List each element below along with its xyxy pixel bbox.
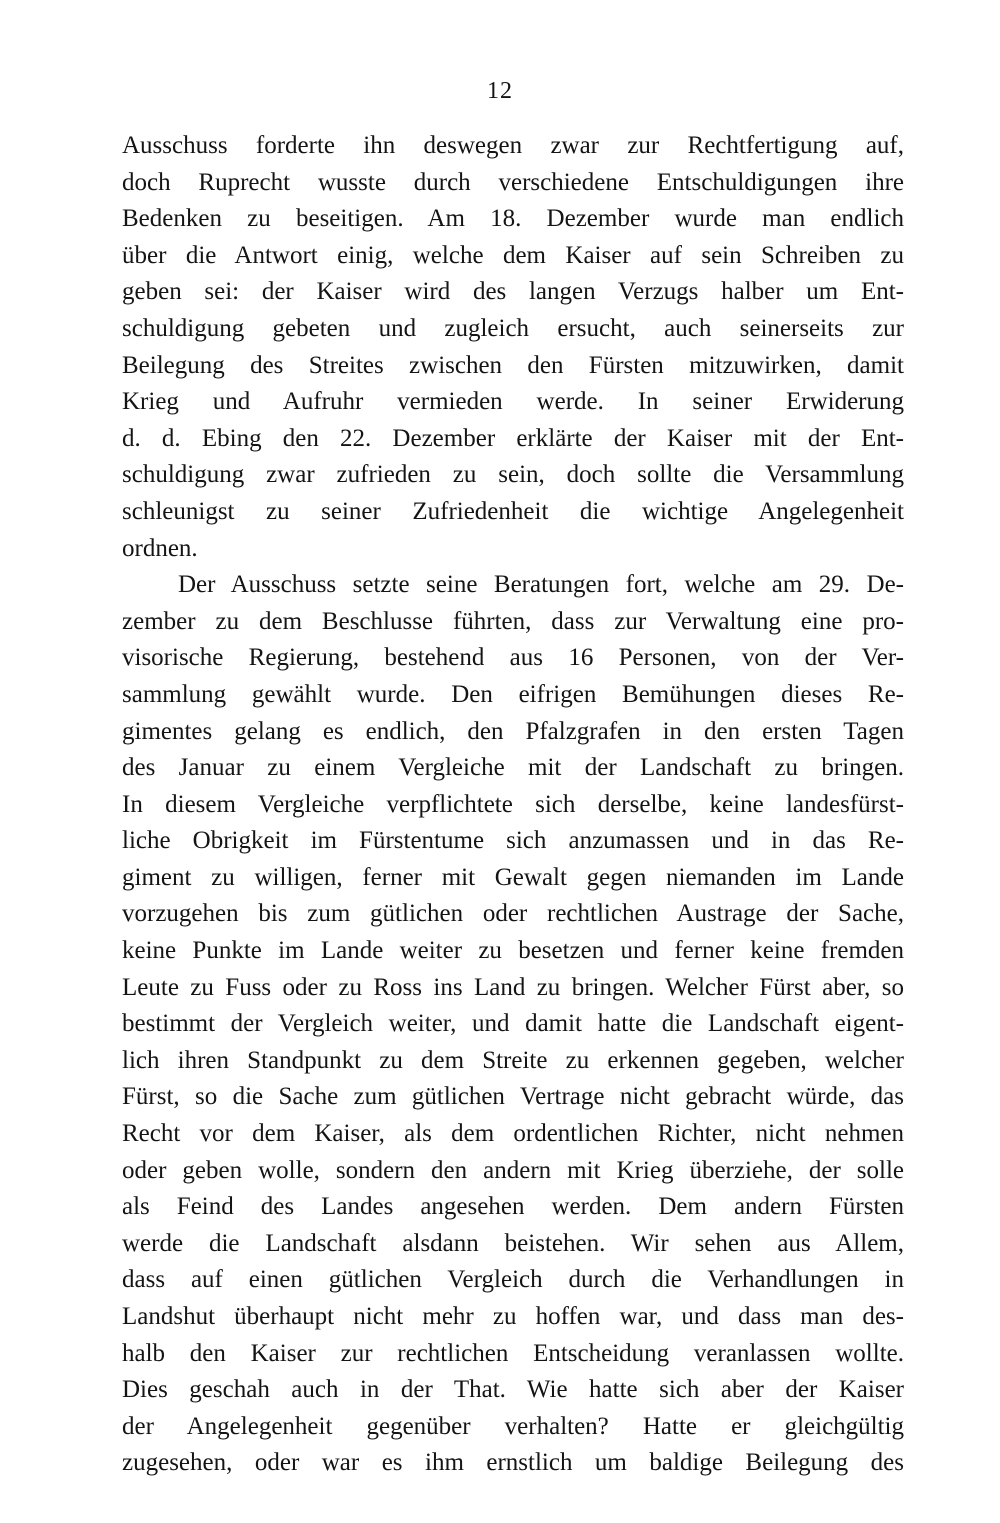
text-line: über die Antwort einig, welche dem Kaiser auf sein Schreiben zu: [122, 241, 904, 269]
text-line: d. d. Ebing den 22. Dezember erklärte der Kaiser mit der Ent-: [122, 424, 904, 452]
text-line: der Angelegenheit gegenüber verhalten? Hatte er gleichgültig: [122, 1412, 904, 1440]
text-line: Fürst, so die Sache zum gütlichen Vertrage nicht gebracht würde, das: [122, 1083, 904, 1111]
text-line: zember zu dem Beschlusse führten, dass zur Verwaltung eine pro-: [122, 607, 904, 635]
page-text: [122, 128, 904, 1482]
page-number: 12: [487, 78, 513, 104]
text-line: liche Obrigkeit im Fürstentume sich anzumassen und in das Re-: [122, 827, 904, 855]
text-line: ordnen.: [122, 534, 198, 562]
text-line: Dies geschah auch in der That. Wie hatte sich aber der Kaiser: [122, 1376, 904, 1404]
text-line: giment zu willigen, ferner mit Gewalt gegen niemanden im Lande: [122, 863, 904, 891]
text-line: geben sei: der Kaiser wird des langen Verzugs halber um Ent-: [122, 278, 904, 306]
text-line: bestimmt der Vergleich weiter, und damit hatte die Landschaft eigent-: [122, 1010, 904, 1038]
text-line: des Januar zu einem Vergleiche mit der Landschaft zu bringen.: [122, 754, 904, 782]
text-line: In diesem Vergleiche verpflichtete sich derselbe, keine landesfürst-: [122, 790, 904, 818]
text-line: lich ihren Standpunkt zu dem Streite zu erkennen gegeben, welcher: [122, 1046, 904, 1074]
text-line: Leute zu Fuss oder zu Ross ins Land zu bringen. Welcher Fürst aber, so: [122, 973, 904, 1001]
text-line: Der Ausschuss setzte seine Beratungen fort, welche am 29. De-: [178, 571, 904, 599]
text-line: Ausschuss forderte ihn deswegen zwar zur Rechtfertigung auf,: [122, 132, 904, 159]
text-line: als Feind des Landes angesehen werden. Dem andern Fürsten: [122, 1193, 904, 1221]
text-line: Landshut überhaupt nicht mehr zu hoffen war, und dass man des-: [122, 1303, 904, 1330]
text-line: schuldigung zwar zufrieden zu sein, doch sollte die Versammlung: [122, 461, 904, 489]
text-line: doch Ruprecht wusste durch verschiedene Entschuldigungen ihre: [122, 168, 904, 196]
text-line: zugesehen, oder war es ihm ernstlich um baldige Beilegung des: [122, 1449, 904, 1477]
text-line: visorische Regierung, bestehend aus 16 Personen, von der Ver-: [122, 644, 904, 672]
text-line: Recht vor dem Kaiser, als dem ordentlichen Richter, nicht nehmen: [122, 1120, 904, 1148]
text-line: keine Punkte im Lande weiter zu besetzen und ferner keine fremden: [122, 937, 904, 965]
text-line: schuldigung gebeten und zugleich ersucht, auch seinerseits zur: [122, 314, 904, 342]
text-line: schleunigst zu seiner Zufriedenheit die wichtige Angelegenheit: [122, 497, 904, 525]
text-line: dass auf einen gütlichen Vergleich durch die Verhandlungen in: [122, 1266, 904, 1294]
text-line: sammlung gewählt wurde. Den eifrigen Bemühungen dieses Re-: [122, 680, 904, 708]
text-line: Beilegung des Streites zwischen den Fürsten mitzuwirken, damit: [122, 351, 904, 379]
text-line: gimentes gelang es endlich, den Pfalzgrafen in den ersten Tagen: [122, 717, 904, 745]
text-line: werde die Landschaft alsdann beistehen. Wir sehen aus Allem,: [122, 1229, 904, 1257]
text-line: Bedenken zu beseitigen. Am 18. Dezember wurde man endlich: [122, 205, 904, 233]
text-line: Krieg und Aufruhr vermieden werde. In seiner Erwiderung: [122, 388, 904, 416]
text-line: halb den Kaiser zur rechtlichen Entscheidung veranlassen wollte.: [122, 1339, 904, 1367]
text-line: oder geben wolle, sondern den andern mit Krieg überziehe, der solle: [122, 1156, 904, 1184]
text-line: vorzugehen bis zum gütlichen oder rechtlichen Austrage der Sache,: [122, 900, 904, 928]
